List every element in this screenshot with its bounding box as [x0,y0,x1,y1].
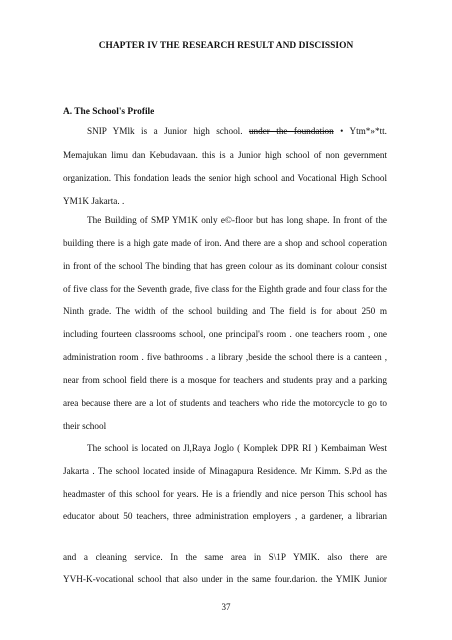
page-number: 37 [221,602,231,612]
paragraph-line: Jakarta . The school located inside of Minagapura Residence. Mr Kimm. S.Pd as the [63,466,387,476]
paragraph-line: organization. This fondation leads the senior high school and Vocational High School [63,173,387,183]
paragraph-line: near from school field there is a mosque for teachers and students pray and a parking [63,375,387,385]
paragraph-line [87,125,387,137]
paragraph-line: in front of the school The binding that has green colour as its dominant colour consist [63,261,387,271]
paragraph-line: Memajukan limu dan Kebudavaan. this is a Junior high school of non gevernment [63,150,387,160]
paragraph-line: headmaster of this school for years. He is a friendly and nice person This school has [63,489,387,499]
paragraph-line: YM1K Jakarta. . [63,196,125,206]
paragraph-line: including fourteen classrooms school, one principal's room . one teachers room , one [63,329,387,339]
paragraph-line: YVH-K-vocational school that also under in the same four.darion. the YMIK Junior [63,574,387,584]
chapter-title: CHAPTER IV THE RESEARCH RESULT AND DISCISSION [98,41,354,51]
text-span: SNIP YMlk is a Junior high school. [87,126,249,136]
paragraph-line: administration room . five bathrooms . a library ,beside the school there is a canteen , [63,352,387,362]
paragraph-line: area because there are a lot of students and teachers who ride the motorcycle to go to [63,398,387,408]
paragraph-line: educator about 50 teachers, three administration employers , a gardener, a librarian [63,511,387,521]
paragraph-line: their school [63,421,107,431]
paragraph-line: and a cleaning service. In the same area in S\1P YMIK. also there are [63,552,387,562]
paragraph-line: The Building of SMP YM1K only e©-floor but has long shape. In front of the [87,215,387,225]
paragraph-line: Ninth grade. The width of the school building and The field is for about 250 m [63,306,387,316]
paragraph-line: of five class for the Seventh grade, five class for the Eighth grade and four class for the [63,284,387,294]
text-span: • Ytm*»*tt. [333,126,387,136]
paragraph-line: The school is located on Jl,Raya Joglo ( Komplek DPR RI ) Kembaiman West [87,443,387,453]
strikethrough-text: under the foundation [248,126,334,136]
section-heading: A. The School's Profile [63,107,155,117]
paragraph-line: building there is a high gate made of iron. And there are a shop and school coperation [63,238,387,248]
